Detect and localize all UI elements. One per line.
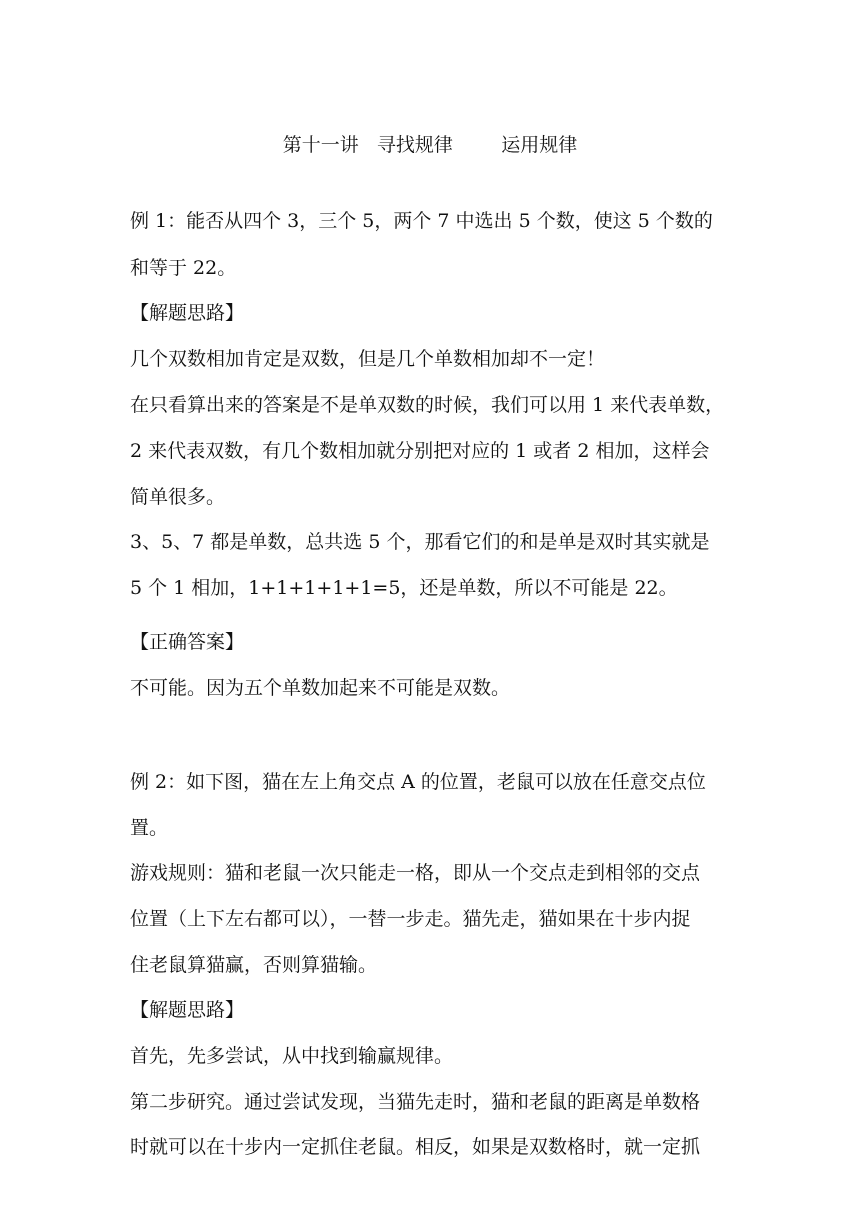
text-line: 简单很多。 [130,486,226,508]
section-heading: 【解题思路】 [130,302,245,324]
section-heading: 【正确答案】 [130,631,245,653]
text-line: 第二步研究。通过尝试发现，当猫先走时，猫和老鼠的距离是单数格 [130,1091,701,1113]
section-heading: 【解题思路】 [130,999,245,1021]
text-line: 置。 [130,817,169,839]
text-line: 首先，先多尝试，从中找到输赢规律。 [130,1045,454,1067]
text-line: 2 来代表双数，有几个数相加就分别把对应的 1 或者 2 相加，这样会 [130,440,710,462]
text-line: 位置（上下左右都可以），一替一步走。猫先走，猫如果在十步内捉 [130,908,691,930]
text-line: 5 个 1 相加，1+1+1+1+1=5，还是单数，所以不可能是 22。 [130,577,678,599]
page-title: 第十一讲 寻找规律 运用规律 [282,134,578,156]
text-line: 住老鼠算猫赢，否则算猫输。 [130,954,378,976]
text-line: 例 2：如下图，猫在左上角交点 A 的位置，老鼠可以放在任意交点位 [130,771,706,793]
text-line: 例 1：能否从四个 3，三个 5，两个 7 中选出 5 个数，使这 5 个数的 [130,210,713,232]
text-line: 几个双数相加肯定是双数，但是几个单数相加却不一定！ [130,348,606,370]
text-line: 和等于 22。 [130,257,237,279]
text-line: 游戏规则：猫和老鼠一次只能走一格，即从一个交点走到相邻的交点 [130,862,701,884]
text-line: 3、5、7 都是单数，总共选 5 个，那看它们的和是单是双时其实就是 [130,531,710,553]
text-line: 时就可以在十步内一定抓住老鼠。相反，如果是双数格时，就一定抓 [130,1136,701,1158]
text-line: 不可能。因为五个单数加起来不可能是双数。 [130,677,511,699]
text-line: 在只看算出来的答案是不是单双数的时候，我们可以用 1 来代表单数， [130,394,725,416]
